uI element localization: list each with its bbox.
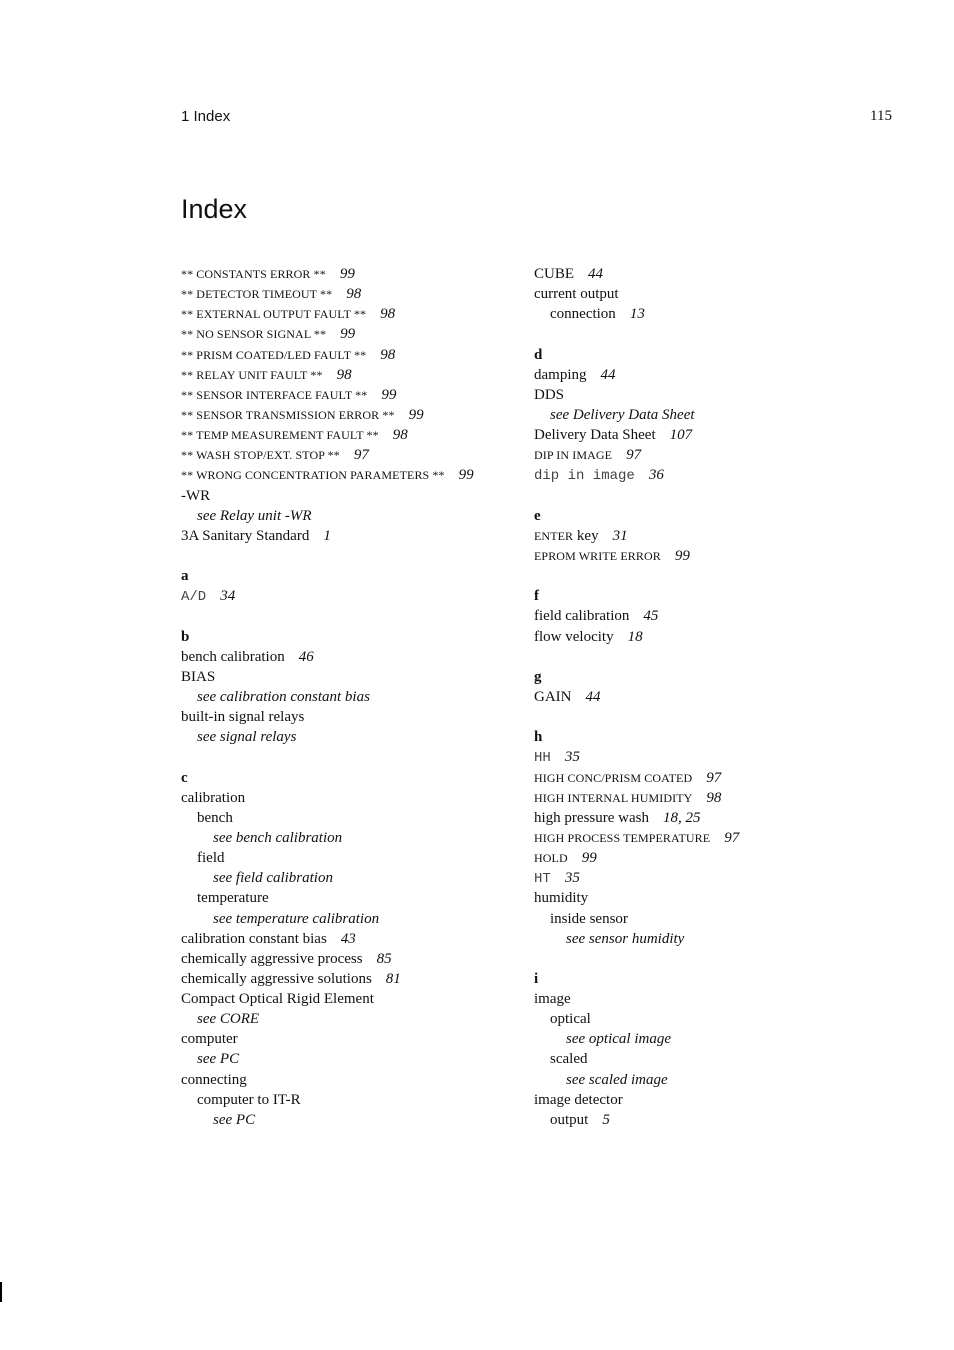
index-term: ENTER key xyxy=(534,527,599,544)
see-reference-text: see optical image xyxy=(566,1031,671,1048)
index-term: field calibration xyxy=(534,608,630,625)
index-entry xyxy=(181,324,526,344)
margin-mark xyxy=(0,1282,2,1302)
letter-heading: g xyxy=(534,668,542,685)
index-term: DDS xyxy=(534,386,565,403)
see-reference-text: see signal relays xyxy=(197,729,297,746)
index-term: ** DETECTOR TIMEOUT ** xyxy=(181,287,333,302)
index-term: calibration xyxy=(181,789,246,806)
index-entry xyxy=(534,868,879,888)
index-term: scaled xyxy=(550,1051,588,1068)
index-term: image detector xyxy=(534,1091,623,1108)
index-entry xyxy=(534,445,879,465)
index-subentry xyxy=(534,304,879,324)
index-spacer xyxy=(534,486,879,506)
index-term: dip in image xyxy=(534,468,635,485)
index-entry xyxy=(181,284,526,304)
index-term: HIGH CONC/PRISM COATED xyxy=(534,770,693,785)
index-entry xyxy=(181,365,526,385)
see-reference-text: see Relay unit -WR xyxy=(197,507,312,524)
index-term: field xyxy=(197,850,225,867)
index-spacer xyxy=(534,707,879,727)
letter-heading: d xyxy=(534,346,543,363)
index-subentry xyxy=(181,1090,526,1110)
index-term: 3A Sanitary Standard xyxy=(181,527,310,544)
index-entry xyxy=(534,1090,879,1110)
page-reference[interactable]: 97 xyxy=(724,829,740,846)
index-term: BIAS xyxy=(181,668,216,685)
index-term: HIGH INTERNAL HUMIDITY xyxy=(534,790,693,805)
index-term: HH xyxy=(534,750,551,767)
see-reference-text: see scaled image xyxy=(566,1071,668,1088)
page-reference[interactable]: 98 xyxy=(380,306,396,323)
index-entry xyxy=(534,425,879,445)
letter-heading: a xyxy=(181,568,189,585)
index-spacer xyxy=(181,747,526,767)
letter-heading: h xyxy=(534,729,543,746)
page-reference[interactable]: 44 xyxy=(588,266,604,282)
index-term: ** RELAY UNIT FAULT ** xyxy=(181,367,323,382)
index-term: damping xyxy=(534,366,587,383)
index-entry xyxy=(181,1070,526,1090)
index-entry xyxy=(181,526,526,546)
index-term: ** TEMP MEASUREMENT FAULT ** xyxy=(181,428,379,443)
index-see-reference xyxy=(181,727,526,747)
index-letter-heading xyxy=(534,969,879,989)
page-reference[interactable]: 45 xyxy=(643,608,659,625)
index-entry xyxy=(181,385,526,405)
index-entry xyxy=(534,828,879,848)
index-entry xyxy=(181,647,526,667)
index-entry xyxy=(534,808,879,828)
index-entry xyxy=(181,929,526,949)
page-reference[interactable]: 44 xyxy=(600,366,616,383)
letter-heading: b xyxy=(181,628,190,645)
index-entry xyxy=(181,969,526,989)
index-entry xyxy=(181,989,526,1009)
page-reference[interactable]: 34 xyxy=(220,588,236,605)
page-reference[interactable]: 35 xyxy=(564,870,580,887)
index-spacer xyxy=(534,647,879,667)
page-reference[interactable]: 81 xyxy=(385,970,401,987)
see-reference-text: see CORE xyxy=(197,1011,260,1028)
running-header-section: 1 Index xyxy=(181,108,231,125)
index-term: built-in signal relays xyxy=(181,709,305,726)
index-term: ** WRONG CONCENTRATION PARAMETERS ** xyxy=(181,468,445,483)
page-reference[interactable]: 35 xyxy=(564,749,580,766)
index-see-reference xyxy=(534,1029,879,1049)
page-reference[interactable]: 98 xyxy=(380,346,396,363)
index-entry xyxy=(534,546,879,566)
index-entry xyxy=(534,788,879,808)
page-reference[interactable]: 99 xyxy=(339,266,355,282)
index-entry xyxy=(534,989,879,1009)
index-term: CUBE xyxy=(534,266,575,282)
index-term: high pressure wash xyxy=(534,809,649,826)
see-reference-text: see sensor humidity xyxy=(566,930,685,947)
page-reference[interactable]: 97 xyxy=(353,447,369,464)
index-entry xyxy=(534,747,879,767)
page-reference[interactable]: 99 xyxy=(340,326,356,343)
index-subentry xyxy=(534,909,879,929)
index-term: computer to IT-R xyxy=(197,1091,301,1108)
page-reference[interactable]: 99 xyxy=(408,406,424,423)
page-reference[interactable]: 98 xyxy=(392,427,408,444)
index-term: temperature xyxy=(197,890,269,907)
index-spacer xyxy=(534,566,879,586)
index-entry xyxy=(534,627,879,647)
index-entry xyxy=(534,606,879,626)
page-reference[interactable]: 13 xyxy=(629,306,645,323)
index-see-reference xyxy=(181,868,526,888)
page-reference[interactable]: 85 xyxy=(376,950,392,967)
index-term: EPROM WRITE ERROR xyxy=(534,548,661,563)
index-entry xyxy=(181,405,526,425)
index-see-reference xyxy=(181,1110,526,1130)
index-entry xyxy=(534,284,879,304)
index-letter-heading xyxy=(181,627,526,647)
index-see-reference xyxy=(181,909,526,929)
index-entry xyxy=(534,264,879,284)
index-term: flow velocity xyxy=(534,628,614,645)
index-entry xyxy=(534,888,879,908)
index-see-reference xyxy=(534,1070,879,1090)
index-entry xyxy=(181,425,526,445)
see-reference-text: see temperature calibration xyxy=(213,910,380,927)
index-term: bench xyxy=(197,809,233,826)
page-reference[interactable]: 97 xyxy=(626,447,642,464)
index-term: humidity xyxy=(534,890,589,907)
index-term: ** PRISM COATED/LED FAULT ** xyxy=(181,347,367,362)
index-see-reference xyxy=(181,828,526,848)
index-term: output xyxy=(550,1111,589,1128)
page-reference[interactable]: 44 xyxy=(585,688,601,705)
index-term: DIP IN IMAGE xyxy=(534,448,613,463)
index-term: ** CONSTANTS ERROR ** xyxy=(181,267,326,281)
index-term: ** NO SENSOR SIGNAL ** xyxy=(181,327,327,342)
index-term: GAIN xyxy=(534,688,572,705)
index-subentry xyxy=(534,1110,879,1130)
index-entry xyxy=(181,949,526,969)
index-term: A/D xyxy=(181,589,207,606)
page-reference[interactable]: 99 xyxy=(674,547,690,564)
page-reference[interactable]: 99 xyxy=(458,467,474,484)
letter-heading: f xyxy=(534,588,539,605)
index-entry xyxy=(534,385,879,405)
index-term: connection xyxy=(550,306,616,323)
index-see-reference xyxy=(534,405,879,425)
index-term: chemically aggressive process xyxy=(181,950,363,967)
page-reference[interactable]: 98 xyxy=(346,286,362,303)
index-entry xyxy=(181,586,526,606)
index-spacer xyxy=(534,949,879,969)
index-entry xyxy=(181,264,526,284)
index-entry xyxy=(181,667,526,687)
page-reference[interactable]: 98 xyxy=(336,366,352,383)
index-letter-heading xyxy=(534,667,879,687)
index-entry xyxy=(534,848,879,868)
index-subentry xyxy=(181,848,526,868)
index-term: Delivery Data Sheet xyxy=(534,427,656,444)
page-reference[interactable]: 36 xyxy=(648,467,664,484)
page-reference[interactable]: 5 xyxy=(602,1111,610,1128)
index-subentry xyxy=(534,1049,879,1069)
page-reference[interactable]: 99 xyxy=(581,850,597,867)
page-reference[interactable]: 98 xyxy=(706,789,722,806)
index-letter-heading xyxy=(181,768,526,788)
index-term: calibration constant bias xyxy=(181,930,327,947)
index-subentry xyxy=(534,1009,879,1029)
index-entry xyxy=(181,345,526,365)
see-reference-text: see field calibration xyxy=(213,870,333,887)
page-reference[interactable]: 97 xyxy=(706,769,722,786)
index-entry xyxy=(181,1029,526,1049)
index-entry xyxy=(181,304,526,324)
index-term: HT xyxy=(534,871,551,888)
see-reference-text: see PC xyxy=(213,1111,256,1128)
index-subentry xyxy=(181,888,526,908)
page-reference[interactable]: 31 xyxy=(612,527,628,544)
page-reference[interactable]: 18 xyxy=(627,628,643,645)
index-term: HOLD xyxy=(534,851,568,866)
index-entry xyxy=(534,768,879,788)
index-entry xyxy=(181,465,526,485)
see-reference-text: see bench calibration xyxy=(213,829,343,846)
index-term: ** EXTERNAL OUTPUT FAULT ** xyxy=(181,307,367,322)
index-column-left xyxy=(181,264,526,1130)
index-term: ** WASH STOP/EXT. STOP ** xyxy=(181,448,340,463)
letter-heading: c xyxy=(181,769,188,786)
index-letter-heading xyxy=(181,566,526,586)
see-reference-text: see Delivery Data Sheet xyxy=(550,406,695,423)
index-column-right xyxy=(534,264,879,1130)
index-term: connecting xyxy=(181,1071,247,1088)
index-entry xyxy=(181,486,526,506)
index-see-reference xyxy=(534,929,879,949)
page-reference[interactable]: 46 xyxy=(298,648,314,665)
index-entry xyxy=(534,526,879,546)
index-see-reference xyxy=(181,1049,526,1069)
index-entry xyxy=(534,687,879,707)
index-see-reference xyxy=(181,687,526,707)
index-term: HIGH PROCESS TEMPERATURE xyxy=(534,830,711,845)
index-term: Compact Optical Rigid Element xyxy=(181,991,374,1008)
index-letter-heading xyxy=(534,586,879,606)
index-term: image xyxy=(534,991,571,1008)
index-spacer xyxy=(534,324,879,344)
index-term: -WR xyxy=(181,487,211,504)
index-entry xyxy=(181,445,526,465)
index-term: optical xyxy=(550,1011,591,1028)
page-reference[interactable]: 99 xyxy=(381,386,397,403)
page-reference[interactable]: 1 xyxy=(323,527,331,544)
index-entry xyxy=(534,465,879,485)
index-term: chemically aggressive solutions xyxy=(181,970,372,987)
index-letter-heading xyxy=(534,727,879,747)
index-term: bench calibration xyxy=(181,648,285,665)
letter-heading: e xyxy=(534,507,541,524)
index-letter-heading xyxy=(534,506,879,526)
index-entry xyxy=(181,707,526,727)
page-title: Index xyxy=(181,194,248,224)
index-spacer xyxy=(181,606,526,626)
index-entry xyxy=(181,788,526,808)
see-reference-text: see PC xyxy=(197,1051,240,1068)
see-reference-text: see calibration constant bias xyxy=(197,688,370,705)
index-term: inside sensor xyxy=(550,910,628,927)
index-see-reference xyxy=(181,1009,526,1029)
page-reference[interactable]: 43 xyxy=(340,930,356,947)
index-term: ** SENSOR TRANSMISSION ERROR ** xyxy=(181,407,395,422)
index-entry xyxy=(534,365,879,385)
index-letter-heading xyxy=(534,345,879,365)
letter-heading: i xyxy=(534,970,539,987)
index-term: current output xyxy=(534,286,619,303)
index-term: computer xyxy=(181,1031,238,1048)
index-spacer xyxy=(181,546,526,566)
page-reference[interactable]: 18, 25 xyxy=(662,809,701,826)
index-term: ** SENSOR INTERFACE FAULT ** xyxy=(181,387,368,402)
page-reference[interactable]: 107 xyxy=(669,427,693,444)
index-see-reference xyxy=(181,506,526,526)
page-number: 115 xyxy=(870,108,892,124)
index-subentry xyxy=(181,808,526,828)
